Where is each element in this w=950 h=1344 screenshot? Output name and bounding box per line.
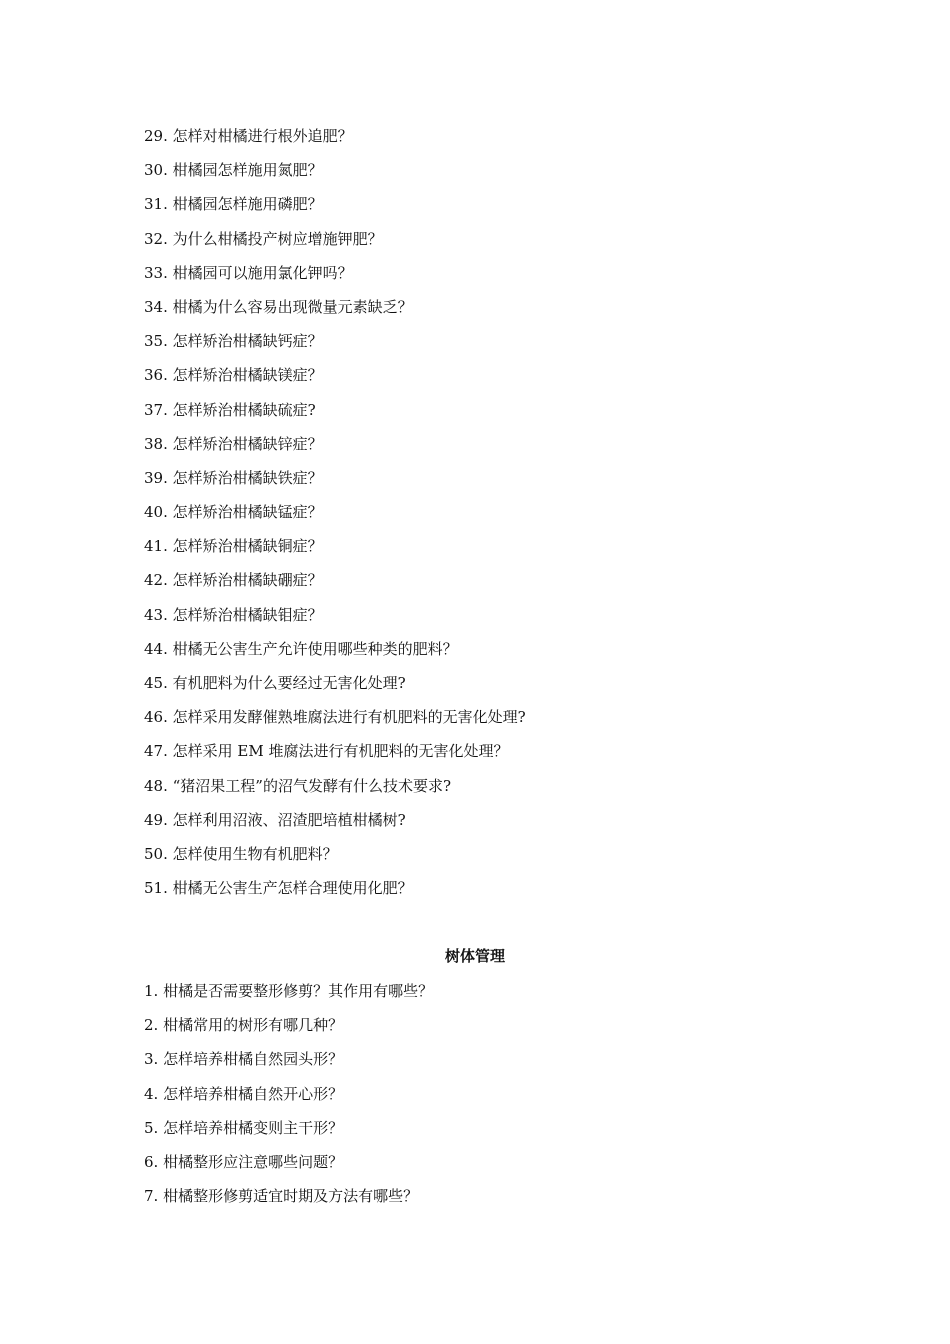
item-number: 34 [144,297,164,316]
list-item [144,806,526,840]
item-text: 柑橘园怎样施用磷肥？ [172,195,323,214]
item-separator: . [153,982,164,1000]
list-item [144,737,526,771]
item-text: 柑橘园可以施用氯化钾吗？ [172,263,353,282]
item-separator: . [153,1050,164,1069]
list-item [144,430,526,464]
item-number: 48 [144,776,164,795]
list-item [144,225,526,259]
item-number: 4 [144,1084,154,1103]
item-separator: . [163,844,173,863]
item-separator: . [163,468,173,487]
item-separator: . [163,366,173,385]
item-text: 怎样培养柑橘变则主干形？ [163,1118,344,1137]
item-text: 怎样矫治柑橘缺钙症？ [172,332,323,351]
item-number: 30 [144,161,164,180]
item-text: 怎样矫治柑橘缺铁症？ [172,468,323,487]
item-number: 46 [144,708,164,727]
item-text: 柑橘整形修剪适宜时期及方法有哪些？ [163,1187,419,1206]
item-text: 怎样矫治柑橘缺锌症？ [172,434,323,453]
item-number: 33 [144,263,164,282]
item-text: 柑橘无公害生产怎样合理使用化肥？ [172,879,413,898]
item-text: 怎样矫治柑橘缺锰症？ [172,503,323,522]
item-number: 29 [144,127,164,145]
list-item [144,1011,433,1045]
item-separator: . [163,400,173,419]
item-text: “猪沼果工程”的沼气发酵有什么技术要求? [172,776,452,795]
item-text: 怎样利用沼液、沼渣肥培植柑橘树? [172,810,406,829]
item-separator: . [163,639,173,658]
list-item [144,669,526,703]
item-text: 柑橘是否需要整形修剪？其作用有哪些？ [163,982,434,1000]
item-separator: . [153,1118,164,1137]
item-separator: . [163,742,173,761]
item-number: 37 [144,400,164,419]
item-separator: . [163,810,173,829]
list-item [144,156,526,190]
item-separator: . [163,571,173,590]
list-item [144,464,526,498]
list-item [144,977,433,1011]
list-item [144,566,526,600]
list-item [144,1182,433,1216]
item-text: 怎样矫治柑橘缺铜症？ [172,537,323,556]
list-item [144,293,526,327]
item-text: 怎样采用发酵催熟堆腐法进行有机肥料的无害化处理? [172,708,526,727]
item-separator: . [163,674,173,692]
list-item [144,122,526,156]
item-number: 50 [144,844,164,863]
list-item [144,635,526,669]
item-number: 40 [144,503,164,522]
item-separator: . [163,332,173,351]
item-text: 柑橘整形应注意哪些问题？ [163,1152,344,1171]
list-item [144,1148,433,1182]
list-item [144,1045,433,1079]
list-item [144,1114,433,1148]
item-text: 柑橘为什么容易出现微量元素缺乏？ [172,297,413,316]
item-number: 49 [144,810,164,829]
question-list-tree-management [144,977,433,1216]
item-separator: . [163,503,173,522]
item-separator: . [163,161,173,180]
item-number: 45 [144,674,164,692]
item-number: 43 [144,605,164,624]
item-number: 42 [144,571,164,590]
item-text: 怎样矫治柑橘缺钼症？ [172,605,323,624]
list-item [144,259,526,293]
item-text: 柑橘常用的树形有哪几种？ [163,1016,344,1035]
item-number: 35 [144,332,164,351]
list-item [144,396,526,430]
item-text: 怎样采用 EM 堆腐法进行有机肥料的无害化处理？ [172,742,509,761]
item-separator: . [153,1016,164,1035]
item-text: 怎样培养柑橘自然园头形？ [163,1050,344,1069]
list-item [144,840,526,874]
item-separator: . [163,229,173,248]
item-separator: . [163,297,173,316]
item-number: 39 [144,468,164,487]
question-list-fertilizer [144,122,526,908]
item-number: 36 [144,366,164,385]
item-number: 2 [144,1016,154,1035]
item-separator: . [153,1084,164,1103]
item-number: 3 [144,1050,154,1069]
item-separator: . [153,1152,164,1171]
list-item [144,1080,433,1114]
item-text: 怎样矫治柑橘缺硼症？ [172,571,323,590]
item-separator: . [163,434,173,453]
item-number: 41 [144,537,164,556]
item-separator: . [163,708,173,727]
item-text: 怎样对柑橘进行根外追肥？ [172,127,353,145]
item-text: 怎样矫治柑橘缺镁症？ [172,366,323,385]
item-separator: . [163,127,173,145]
item-separator: . [153,1187,164,1206]
item-number: 31 [144,195,164,214]
item-number: 5 [144,1118,154,1137]
item-separator: . [163,879,173,898]
item-number: 1 [144,982,154,1000]
item-separator: . [163,263,173,282]
item-number: 6 [144,1152,154,1171]
list-item [144,361,526,395]
item-separator: . [163,537,173,556]
item-number: 38 [144,434,164,453]
list-item [144,327,526,361]
item-number: 7 [144,1187,154,1206]
item-number: 51 [144,879,164,898]
list-item [144,703,526,737]
list-item [144,601,526,635]
item-separator: . [163,776,173,795]
list-item [144,772,526,806]
item-text: 有机肥料为什么要经过无害化处理? [172,674,406,692]
list-item [144,532,526,566]
list-item [144,498,526,532]
item-number: 32 [144,229,164,248]
item-text: 柑橘无公害生产允许使用哪些种类的肥料？ [172,639,458,658]
item-text: 为什么柑橘投产树应增施钾肥？ [172,229,383,248]
list-item [144,874,526,908]
list-item [144,190,526,224]
item-text: 柑橘园怎样施用氮肥？ [172,161,323,180]
item-separator: . [163,605,173,624]
item-separator: . [163,195,173,214]
item-text: 怎样培养柑橘自然开心形？ [163,1084,344,1103]
section-heading: 树体管理 [444,947,505,965]
item-number: 44 [144,639,164,658]
item-text: 怎样使用生物有机肥料？ [172,844,338,863]
item-text: 怎样矫治柑橘缺硫症? [172,400,316,419]
item-number: 47 [144,742,164,761]
